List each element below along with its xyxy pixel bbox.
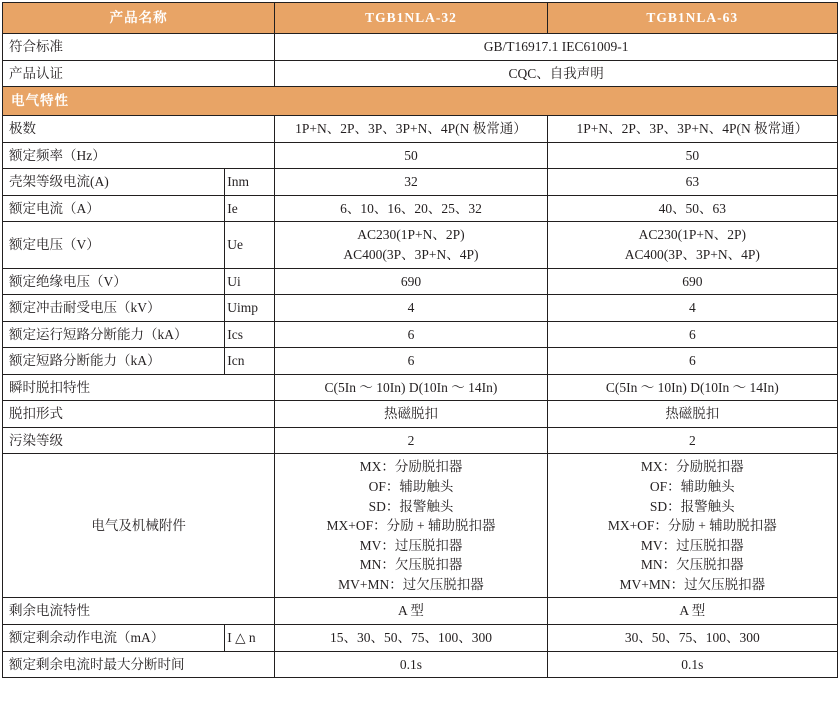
table-row (3, 195, 838, 222)
row-value-pollution-degree-2: 2 (547, 427, 837, 454)
row-value-standard: GB/T16917.1 IEC61009-1 (275, 34, 838, 61)
row-value-poles-1: 1P+N、2P、3P、3P+N、4P(N 极常通） (275, 116, 547, 143)
voltage-line-ac230-2: AC230(1P+N、2P) (638, 227, 746, 243)
accessory-item: MX：分励脱扣器 (359, 459, 463, 475)
accessory-item: MV+MN：过欠压脱扣器 (619, 576, 766, 592)
row-label-residual-type: 剩余电流特性 (3, 598, 275, 625)
row-value-trip-type-1: 热磁脱扣 (275, 401, 547, 428)
table-row (3, 60, 838, 87)
row-value-impulse-voltage-2: 4 (547, 295, 837, 322)
table-row (3, 374, 838, 401)
row-value-instant-trip-1: C(5In ～ 10In) D(10In ～ 14In) (275, 374, 547, 401)
row-symbol-ui: Ui (225, 268, 275, 295)
row-value-residual-type-2: A 型 (547, 598, 837, 625)
accessory-item: SD：报警触头 (368, 498, 454, 514)
row-label-pollution-degree: 污染等级 (3, 427, 275, 454)
header-model-2: TGB1NLA-63 (547, 3, 837, 34)
accessory-item: MV：过压脱扣器 (359, 537, 463, 553)
accessory-item: MX+OF：分励 + 辅助脱扣器 (607, 518, 777, 534)
row-value-residual-type-1: A 型 (275, 598, 547, 625)
accessory-item: MV：过压脱扣器 (640, 537, 744, 553)
accessory-item: MN：欠压脱扣器 (640, 557, 744, 573)
table-row (3, 295, 838, 322)
row-value-residual-current-2: 30、50、75、100、300 (547, 624, 837, 651)
table-row (3, 268, 838, 295)
row-label-instant-trip: 瞬时脱扣特性 (3, 374, 275, 401)
table-header-row (3, 3, 838, 34)
row-value-rated-voltage-2 (547, 222, 837, 268)
row-value-trip-type-2: 热磁脱扣 (547, 401, 837, 428)
header-model-1: TGB1NLA-32 (275, 3, 547, 34)
voltage-line-ac400-1: AC400(3P、3P+N、4P) (343, 246, 479, 262)
row-symbol-idelta-n: I △ n (225, 624, 275, 651)
table-row (3, 651, 838, 678)
accessory-item: MX：分励脱扣器 (640, 459, 744, 475)
table-row (3, 427, 838, 454)
row-label-icn: 额定短路分断能力（kA） (3, 348, 225, 375)
row-value-poles-2: 1P+N、2P、3P、3P+N、4P(N 极常通） (547, 116, 837, 143)
product-spec-table (2, 2, 838, 678)
table-row (3, 142, 838, 169)
row-value-residual-current-1: 15、30、50、75、100、300 (275, 624, 547, 651)
table-row (3, 169, 838, 196)
row-value-accessories-2 (547, 454, 837, 598)
accessory-item: OF：辅助触头 (368, 479, 454, 494)
row-value-rated-current-1: 6、10、16、20、25、32 (275, 195, 547, 222)
row-value-frequency-1: 50 (275, 142, 547, 169)
accessory-item: MX+OF：分励 + 辅助脱扣器 (326, 518, 496, 534)
row-label-certification: 产品认证 (3, 60, 275, 87)
section-header-electrical (3, 87, 838, 116)
table-row-accessories (3, 454, 838, 598)
table-row (3, 34, 838, 61)
row-value-frame-current-1: 32 (275, 169, 547, 196)
row-label-standard: 符合标准 (3, 34, 275, 61)
row-value-break-time-2: 0.1s (547, 651, 837, 678)
row-value-ics-2: 6 (547, 321, 837, 348)
row-label-impulse-voltage: 额定冲击耐受电压（kV） (3, 295, 225, 322)
row-value-pollution-degree-1: 2 (275, 427, 547, 454)
row-label-poles: 极数 (3, 116, 275, 143)
row-value-instant-trip-2: C(5In ～ 10In) D(10In ～ 14In) (547, 374, 837, 401)
row-symbol-ics: Ics (225, 321, 275, 348)
row-symbol-uimp: Uimp (225, 295, 275, 322)
row-value-rated-voltage-1 (275, 222, 547, 268)
row-value-frame-current-2: 63 (547, 169, 837, 196)
row-label-rated-current: 额定电流（A） (3, 195, 225, 222)
row-value-accessories-1 (275, 454, 547, 598)
voltage-line-ac230-1: AC230(1P+N、2P) (357, 227, 465, 243)
accessory-item: OF：辅助触头 (649, 479, 735, 494)
row-symbol-icn: Icn (225, 348, 275, 375)
row-symbol-inm: Inm (225, 169, 275, 196)
row-label-break-time: 额定剩余电流时最大分断时间 (3, 651, 275, 678)
voltage-line-ac400-2: AC400(3P、3P+N、4P) (624, 246, 760, 262)
row-value-rated-current-2: 40、50、63 (547, 195, 837, 222)
row-label-trip-type: 脱扣形式 (3, 401, 275, 428)
row-value-insulation-voltage-2: 690 (547, 268, 837, 295)
table-row (3, 401, 838, 428)
section-title: 电气特性 (3, 87, 838, 116)
table-row (3, 624, 838, 651)
row-symbol-ie: Ie (225, 195, 275, 222)
row-value-ics-1: 6 (275, 321, 547, 348)
header-product-name: 产品名称 (3, 3, 275, 34)
table-row (3, 348, 838, 375)
table-row (3, 222, 838, 268)
table-row (3, 598, 838, 625)
row-value-break-time-1: 0.1s (275, 651, 547, 678)
row-label-frequency: 额定频率（Hz） (3, 142, 275, 169)
row-symbol-ue: Ue (225, 222, 275, 268)
row-value-certification: CQC、自我声明 (275, 60, 838, 87)
table-row (3, 321, 838, 348)
row-value-impulse-voltage-1: 4 (275, 295, 547, 322)
row-value-insulation-voltage-1: 690 (275, 268, 547, 295)
row-value-frequency-2: 50 (547, 142, 837, 169)
table-row (3, 116, 838, 143)
accessory-item: MV+MN：过欠压脱扣器 (338, 576, 484, 592)
row-value-icn-1: 6 (275, 348, 547, 375)
accessory-item: MN：欠压脱扣器 (359, 557, 463, 573)
row-label-residual-current: 额定剩余动作电流（mA） (3, 624, 225, 651)
row-value-icn-2: 6 (547, 348, 837, 375)
row-label-frame-current: 壳架等级电流(A) (3, 169, 225, 196)
row-label-ics: 额定运行短路分断能力（kA） (3, 321, 225, 348)
row-label-rated-voltage: 额定电压（V） (3, 222, 225, 268)
accessory-item: SD：报警触头 (649, 498, 735, 514)
row-label-insulation-voltage: 额定绝缘电压（V） (3, 268, 225, 295)
row-label-accessories: 电气及机械附件 (3, 454, 275, 598)
